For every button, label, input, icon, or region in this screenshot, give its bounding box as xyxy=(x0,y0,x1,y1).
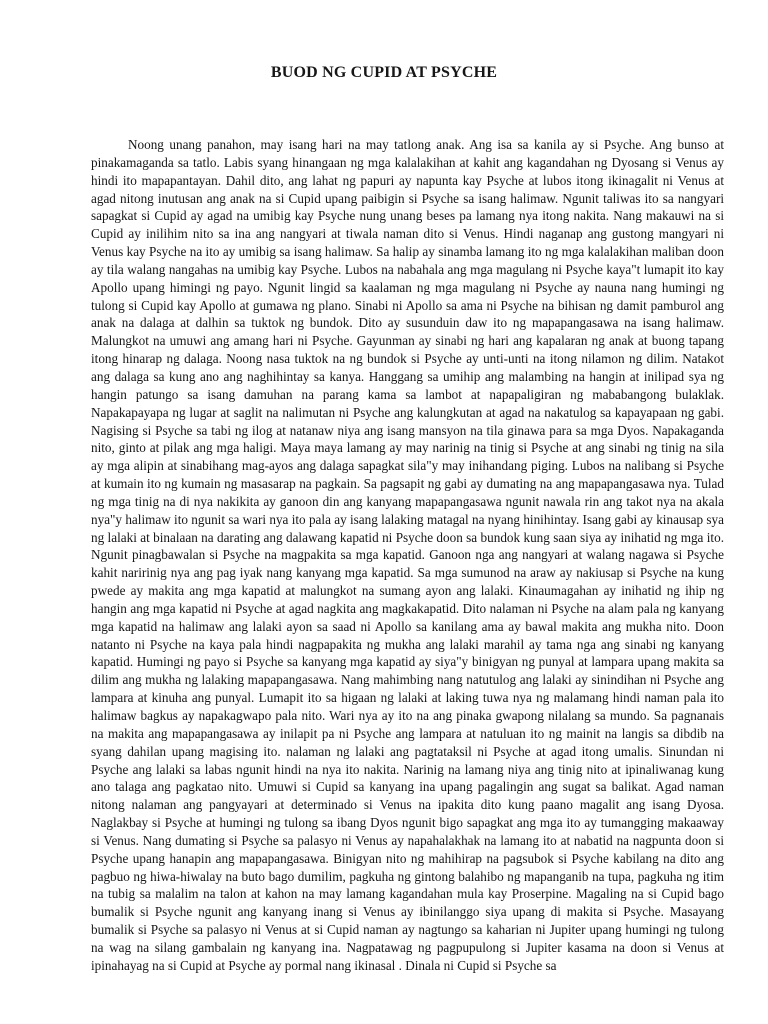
body-paragraph: Noong unang panahon, may isang hari na may tatlong anak. Ang isa sa kanila ay si Psyche. Ang bunso at pinakamaganda sa tatlo. Labis syang hinangaan ng mga kalalakihan at kahit ang kagandahan ng Dyosang si Venus ay hindi ito mapapantayan. Dahil dito, ang lahat ng papuri ay napunta kay Psyche at lubos itong ikinagalit ni Venus at agad nitong inutusan ang anak na si Cupid upang paibigin si Psyche sa isang halimaw. Ngunit taliwas ito sa nangyari sapagkat si Cupid ay agad na umibig kay Psyche nung unang beses pa lamang nya itong nakita. Nang makauwi na si Cupid ay inilihim nito sa ina ang nangyari at tiwala naman dito si Venus. Hindi naganap ang gustong mangyari ni Venus kay Psyche na ito ay umibig sa isang halimaw. Sa halip ay sinamba lamang ito ng mga kalalakihan maliban doon ay tila walang nangahas na umibig kay Psyche. Lubos na nabahala ang mga magulang ni Psyche kaya"t lumapit ito kay Apollo upang himingi ng payo. Ngunit lingid sa kaalaman ng mga magulang ni Psyche ay nauna nang humingi ng tulong si Cupid kay Apollo at gumawa ng plano. Sinabi ni Apollo sa ama ni Psyche na bihisan ng damit pamburol ang anak na dalaga at dalhin sa tuktok ng bundok. Dito ay susunduin daw ito ng mapapangasawa na isang halimaw. Malungkot na umuwi ang amang hari ni Psyche. Gayunman ay sinabi ng hari ang kapalaran ng anak at buong tapang itong hinarap ng dalaga. Noong nasa tuktok na ng bundok si Psyche ay unti-unti na itong nilamon ng dilim. Natakot ang dalaga sa kung ano ang naghihintay sa kanya. Hanggang sa umihip ang malambing na hangin at inilipad sya ng hangin patungo sa isang damuhan na parang kama sa lambot at napapaligiran ng mababangong bulaklak. Napakapayapa ng lugar at saglit na nalimutan ni Psyche ang kalungkutan at agad na nakatulog sa kapayapaan ng gabi. Nagising si Psyche sa tabi ng ilog at natanaw niya ang isang mansyon na tila ginawa para sa mga Dyos. Napakaganda nito, ginto at pilak ang mga haligi. Maya maya lamang ay may narinig na tinig si Psyche at ang sinabi ng tinig na sila ay mga alipin at sinabihang mag-ayos ang dalaga sapagkat sila"y may inihandang piging. Lubos na nalibang si Psyche at kumain ito ng kumain ng masasarap na pagkain. Sa pagsapit ng gabi ay dumating na ang mapapangasawa nya. Tulad ng mga tinig na di nya nakikita ay ganoon din ang kanyang mapapangasawa ngunit nawala rin ang takot nya na akala nya"y halimaw ito ngunit sa wari nya ito pala ay isang lalaking matagal na nyang hinihintay. Isang gabi ay kinausap sya ng lalaki at binalaan na darating ang dalawang kapatid ni Psyche doon sa bundok kung saan siya ay inihatid ng mga ito. Ngunit pinagbawalan si Psyche na magpakita sa mga kapatid. Ganoon nga ang nangyari at walang nagawa si Psyche kahit naririnig nya ang pag iyak nang kanyang mga kapatid. Sa mga sumunod na araw ay nakiusap si Psyche na kung pwede ay makita ang mga kapatid at malungkot na sumang ayon ang lalaki. Kinaumagahan ay inihatid ng ihip ng hangin ang mga kapatid ni Psyche at agad nagkita ang magkakapatid. Dito nalaman ni Psyche na alam pala ng kanyang mga kapatid na halimaw ang lalaki ayon sa saad ni Apollo sa kanilang ama ay bawal makita ang mukha nito. Doon natanto ni Psyche na kaya pala hindi nagpapakita ng mukha ang lalaki marahil ay tama nga ang sinabi ng kanyang kapatid. Humingi ng payo si Psyche sa kanyang mga kapatid ay siya"y binigyan ng punyal at lampara upang makita sa dilim ang mukha ng lalaking mapapangasawa. Nang mahimbing nang natutulog ang lalaki ay sinindihan ni Psyche ang lampara at kinuha ang punyal. Lumapit ito sa higaan ng lalaki at laking tuwa nya ng malamang hindi naman pala ito halimaw bagkus ay napakagwapo pala nito. Wari nya ay ito na ang pinaka gwapong nilalang sa mundo. Sa pagnanais na makita ang mapapangasawa ay inilapit pa ni Psyche ang lampara at natuluan ito ng mainit na langis sa dibdib na syang dahilan upang magising ito. nalaman ng lalaki ang pagtataksil ni Psyche at agad itong umalis. Sinundan ni Psyche ang lalaki sa labas ngunit hindi na nya ito nakita. Narinig na lamang niya ang tinig nito at ipinaliwanag kung ano talaga ang pagkatao nito. Umuwi si Cupid sa kanyang ina upang pagalingin ang sugat sa balikat. Agad naman nitong nalaman ang pangyayari at determinado si Venus na ipakita dito kung paano magalit ang isang Dyosa. Naglakbay si Psyche at humingi ng tulong sa ibang Dyos ngunit bigo sapagkat ang mga ito ay tumangging makaaway si Venus. Nang dumating si Psyche sa palasyo ni Venus ay napahalakhak na lamang ito at nabatid na nagpunta doon si Psyche upang hanapin ang mapapangasawa. Binigyan nito ng mahihirap na pagsubok si Psyche kabilang na dito ang pagbuo ng hiwa-hiwalay na buto bago dumilim, pagkuha ng gintong balahibo ng mapanganib na tupa, pagkuha ng itim na tubig sa malalim na talon at kahon na may lamang kagandahan mula kay Proserpine. Magaling na si Cupid bago bumalik si Psyche ngunit ang kanyang inang si Venus ay ibinilanggo siya upang di makita si Psyche. Masayang bumalik si Psyche sa palasyo ni Venus at si Cupid naman ay nagtungo sa kaharian ni Jupiter upang humingi ng tulong na wag na silang gambalain ng kanyang ina. Nagpatawag ng pagpupulong si Jupiter kasama na doon si Venus at ipinahayag na si Cupid at Psyche ay pormal nang ikinasal . Dinala ni Cupid si Psyche sa xyxy=(91,137,724,973)
document-title: BUOD NG CUPID AT PSYCHE xyxy=(270,64,498,81)
